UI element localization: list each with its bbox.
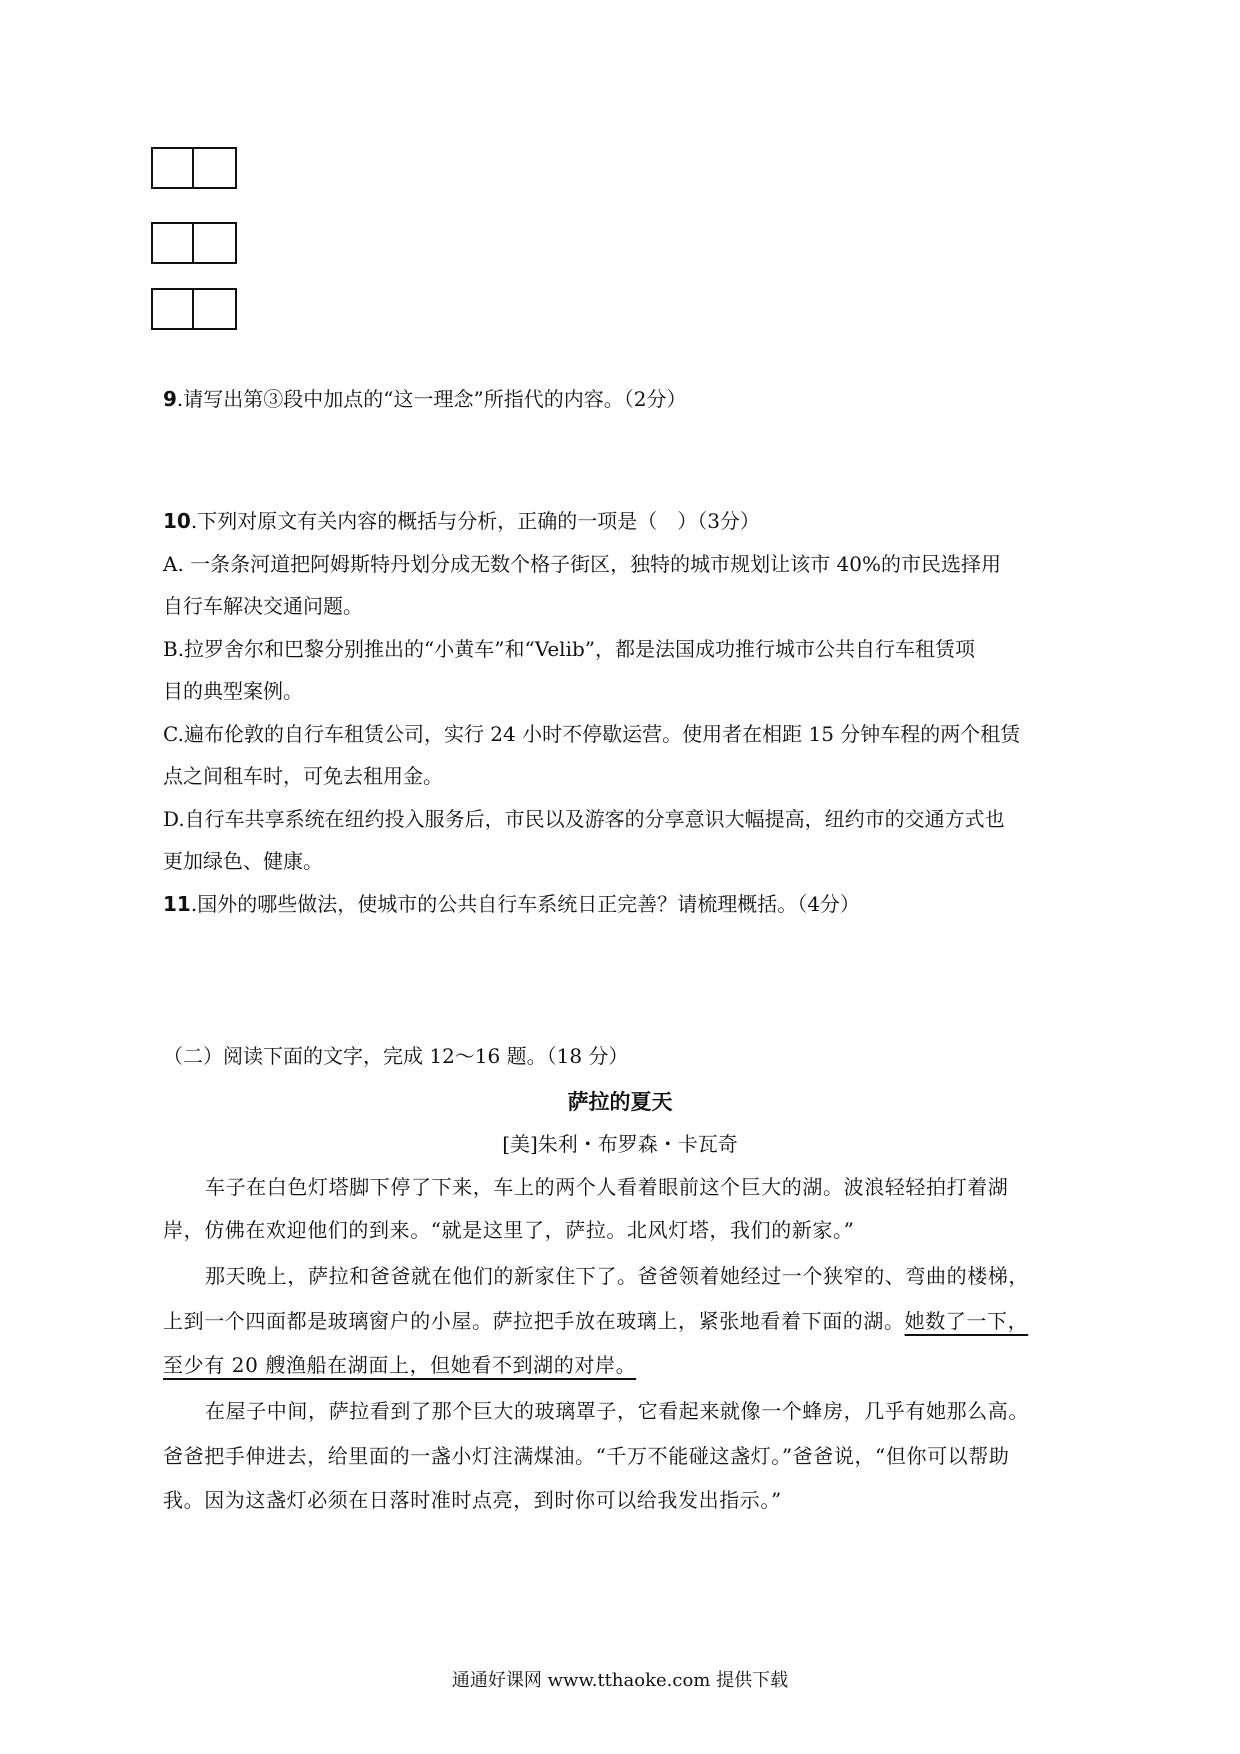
answer-cell[interactable] [194,147,237,189]
story-line-4-text: 上到一个四面都是玻璃窗户的小屋。萨拉把手放在玻璃上，紧张地看着下面的湖。 [163,1309,905,1333]
underlined-sentence-end: 至少有 20 艘渔船在湖面上，但她看不到湖的对岸。 [163,1353,637,1377]
footer-text: 通通好课网 www.tthaoke.com 提供下载 [451,1670,789,1691]
answer-cell[interactable] [194,222,237,264]
question-text: .请写出第③段中加点的“这一理念”所指代的内容。（2分） [176,387,687,411]
story-line-6: 在屋子中间，萨拉看到了那个巨大的玻璃罩子，它看起来就像一个蜂房，几乎有她那么高。 [205,1399,1029,1423]
option-c-line2: 点之间租车时，可免去租用金。 [163,764,443,788]
story-author: [美]朱利・布罗森・卡瓦奇 [502,1132,738,1156]
story-line-1: 车子在白色灯塔脚下停了下来，车上的两个人看着眼前这个巨大的湖。波浪轻轻拍打着湖 [205,1175,1009,1199]
option-a-line2: 自行车解决交通问题。 [163,594,363,618]
story-line-4 [163,1305,1028,1334]
section-2-intro: （二）阅读下面的文字，完成 12～16 题。（18 分） [163,1044,629,1068]
underlined-sentence-start: 她数了一下， [904,1309,1029,1333]
story-title: 萨拉的夏天 [567,1090,673,1114]
story-line-8: 我。因为这盏灯必须在日落时准时点亮，到时你可以给我发出指示。” [163,1488,782,1512]
question-number: 11 [163,892,191,916]
answer-grid-2[interactable] [151,222,237,264]
option-b-line1: B.拉罗舍尔和巴黎分别推出的“小黄车”和“Velib”，都是法国成功推行城市公共自行车租赁项 [163,637,975,661]
option-b-line2: 目的典型案例。 [163,679,303,703]
story-line-7: 爸爸把手伸进去，给里面的一盏小灯注满煤油。“千万不能碰这盏灯。”爸爸说，“但你可以帮助 [163,1444,1010,1468]
question-9 [163,383,686,412]
answer-grid-3[interactable] [151,288,237,330]
question-number: 9 [163,387,177,411]
question-10 [163,505,760,534]
option-a-line1: A. 一条条河道把阿姆斯特丹划分成无数个格子街区，独特的城市规划让该市 40%的市民选择用 [163,552,1001,576]
question-text: .下列对原文有关内容的概括与分析，正确的一项是（ ）（3分） [190,509,760,533]
story-line-2: 岸，仿佛在欢迎他们的到来。“就是这里了，萨拉。北风灯塔，我们的新家。” [163,1218,855,1242]
option-d-line1: D.自行车共享系统在纽约投入服务后，市民以及游客的分享意识大幅提高，纽约市的交通方式也 [163,807,1005,831]
question-11 [163,888,860,917]
question-number: 10 [163,509,191,533]
answer-cell[interactable] [151,222,194,264]
question-text: .国外的哪些做法，使城市的公共自行车系统日正完善？请梳理概括。（4分） [190,892,860,916]
story-line-3: 那天晚上，萨拉和爸爸就在他们的新家住下了。爸爸领着她经过一个狭窄的、弯曲的楼梯， [205,1264,1029,1288]
option-d-line2: 更加绿色、健康。 [163,849,323,873]
answer-cell[interactable] [151,288,194,330]
option-c-line1: C.遍布伦敦的自行车租赁公司，实行 24 小时不停歇运营。使用者在相距 15 分钟车程的两个租赁 [163,722,1021,746]
answer-grid-1[interactable] [151,147,237,189]
answer-cell[interactable] [151,147,194,189]
answer-cell[interactable] [194,288,237,330]
